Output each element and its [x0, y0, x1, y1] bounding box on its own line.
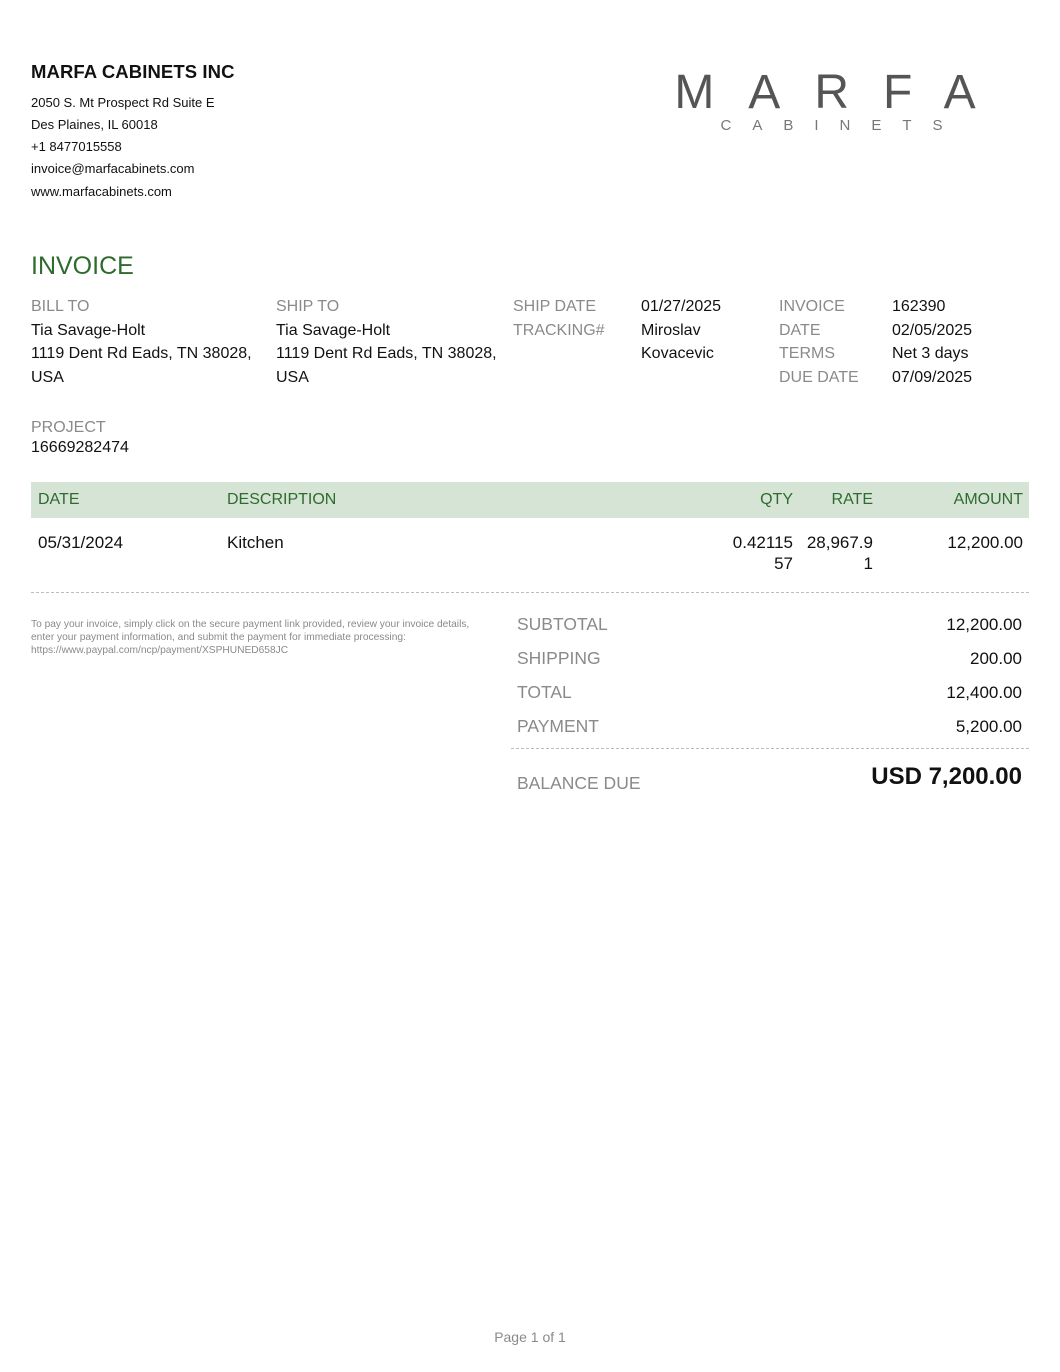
logo-sub-text: CABINETS	[720, 117, 964, 134]
row-description: Kitchen	[227, 533, 284, 552]
meta-values	[892, 295, 972, 389]
header-rate: RATE	[831, 491, 873, 508]
row-rate	[807, 532, 873, 574]
row-rate-line1: 28,967.9	[806, 533, 873, 552]
ship-to-address2: USA	[276, 368, 309, 386]
row-qty-line1: 0.42115	[732, 533, 793, 552]
ship-date-label: SHIP DATE	[513, 298, 596, 315]
bill-to-label: BILL TO	[31, 298, 90, 315]
balance-due-value: USD 7,200.00	[871, 763, 1022, 790]
company-email: invoice@marfacabinets.com	[31, 161, 195, 176]
row-qty	[733, 532, 793, 574]
ship-to-block	[276, 295, 497, 389]
subtotal-label: SUBTOTAL	[517, 614, 608, 634]
header-description: DESCRIPTION	[227, 491, 337, 508]
row-date: 05/31/2024	[38, 533, 124, 552]
project-block	[31, 418, 129, 458]
bill-to-address2: USA	[31, 368, 64, 386]
payment-note: To pay your invoice, simply click on the secure payment link provided, review your invoice details, enter your payment information, and submit the payment for immediate processing: https://www.paypal.com/ncp/payment/XSPHUNED658JC	[31, 619, 470, 656]
shipping-label: SHIPPING	[517, 648, 601, 668]
tracking-value-line1: Miroslav	[641, 321, 701, 339]
company-address-line1: 2050 S. Mt Prospect Rd Suite E	[31, 95, 215, 110]
company-address-line2: Des Plaines, IL 60018	[31, 117, 158, 132]
summary-divider	[511, 748, 1029, 749]
table-divider	[31, 592, 1029, 593]
company-name: MARFA CABINETS INC	[31, 61, 235, 82]
payment-value: 5,200.00	[955, 717, 1022, 736]
ship-to-address1: 1119 Dent Rd Eads, TN 38028,	[276, 345, 497, 362]
subtotal-value: 12,200.00	[946, 615, 1022, 634]
invoice-date-label: DATE	[779, 321, 821, 339]
line-items-header	[31, 482, 1029, 518]
invoice-date-value: 02/05/2025	[892, 321, 973, 339]
row-amount: 12,200.00	[947, 533, 1023, 552]
invoice-title: INVOICE	[31, 252, 134, 280]
header-amount: AMOUNT	[953, 491, 1023, 508]
company-logo	[662, 62, 1022, 134]
logo-main-text: MARFA	[674, 66, 1010, 119]
tracking-label: TRACKING#	[513, 321, 605, 339]
bill-to-block	[31, 295, 252, 389]
shipping-values	[641, 295, 721, 366]
terms-label: TERMS	[779, 345, 835, 362]
company-phone: +1 8477015558	[31, 139, 122, 154]
project-label: PROJECT	[31, 419, 106, 436]
total-label: TOTAL	[517, 682, 572, 702]
ship-to-label: SHIP TO	[276, 298, 340, 315]
row-rate-line2: 1	[863, 554, 873, 573]
company-website: www.marfacabinets.com	[31, 184, 172, 199]
header-date: DATE	[38, 491, 80, 508]
meta-labels	[779, 295, 859, 389]
due-date-value: 07/09/2025	[892, 368, 973, 386]
payment-label: PAYMENT	[517, 716, 599, 736]
row-qty-line2: 57	[774, 554, 793, 573]
table-row	[31, 532, 1029, 578]
page-number: Page 1 of 1	[494, 1329, 566, 1345]
shipping-labels	[513, 295, 605, 342]
tracking-value-line2: Kovacevic	[641, 345, 714, 362]
project-value: 16669282474	[31, 439, 129, 456]
shipping-value: 200.00	[970, 649, 1022, 668]
invoice-number-label: INVOICE	[779, 298, 845, 315]
header-qty: QTY	[760, 491, 793, 508]
terms-value: Net 3 days	[892, 345, 969, 362]
bill-to-name: Tia Savage-Holt	[31, 321, 146, 339]
due-date-label: DUE DATE	[779, 368, 859, 386]
total-value: 12,400.00	[946, 683, 1022, 702]
ship-date-value: 01/27/2025	[641, 298, 722, 315]
balance-due-label: BALANCE DUE	[517, 773, 641, 793]
invoice-number-value: 162390	[892, 298, 946, 315]
bill-to-address1: 1119 Dent Rd Eads, TN 38028,	[31, 345, 252, 362]
ship-to-name: Tia Savage-Holt	[276, 321, 391, 339]
